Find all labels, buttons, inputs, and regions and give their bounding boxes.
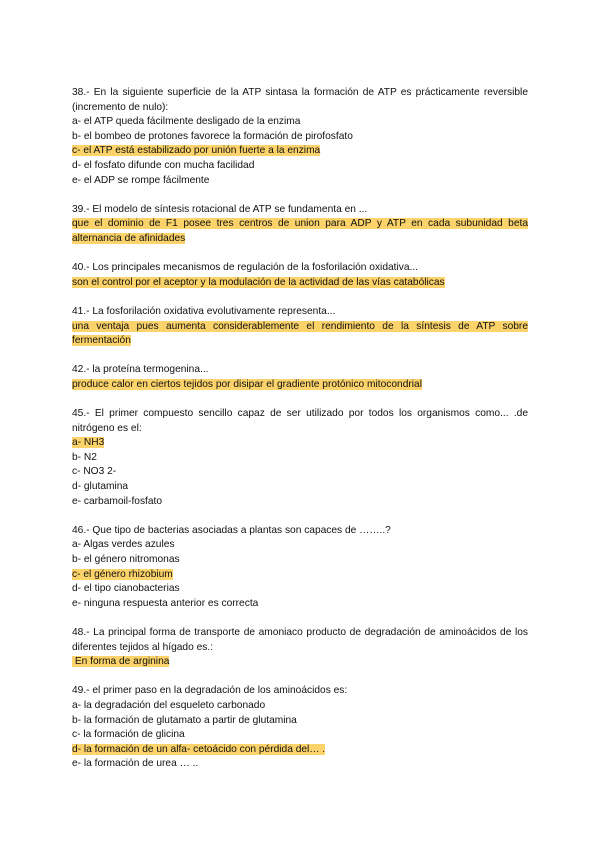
highlighted-answer: son el control por el aceptor y la modulación de la actividad de las vías catabólicas	[72, 276, 445, 288]
option-a: a- el ATP queda fácilmente desligado de la enzima	[72, 116, 301, 128]
question-41	[72, 305, 528, 349]
option-a: a- la degradación del esqueleto carbonado	[72, 699, 266, 711]
option-b: b- el género nitromonas	[72, 554, 180, 565]
option-e: e- carbamoil-fosfato	[72, 495, 163, 507]
question-stem: 46.- Que tipo de bacterias asociadas a plantas son capaces de ……..?	[72, 524, 391, 536]
option-b: b- N2	[72, 451, 97, 463]
question-39	[72, 203, 528, 247]
question-38	[72, 86, 528, 188]
option-b: b- la formación de glutamato a partir de glutamina	[72, 714, 297, 726]
option-c: c- la formación de glicina	[72, 729, 185, 741]
option-c: c- NO3 2-	[72, 466, 117, 478]
question-42	[72, 363, 528, 392]
question-stem: 48.- La principal forma de transporte de amoniaco producto de degradación de aminoácidos de los diferentes tejidos al hígado es.:	[72, 626, 528, 653]
option-a-highlighted: a- NH3	[72, 437, 105, 449]
option-e: e- el ADP se rompe fácilmente	[72, 174, 210, 186]
option-c-highlighted: c- el género rhizobium	[72, 568, 173, 580]
highlighted-answer: produce calor en ciertos tejidos por disipar el gradiente protónico mitocondrial	[72, 378, 422, 390]
option-d-highlighted: d- la formación de un alfa- cetoácido con pérdida del… .	[72, 743, 326, 755]
option-a: a- Algas verdes azules	[72, 539, 175, 551]
option-c-highlighted: c- el ATP está estabilizado por unión fuerte a la enzima	[72, 145, 321, 157]
option-d: d- glutamina	[72, 481, 129, 493]
question-stem: 49.- el primer paso en la degradación de los aminoácidos es:	[72, 685, 348, 697]
question-46	[72, 524, 528, 612]
question-stem: 42.- la proteína termogenina...	[72, 364, 209, 376]
option-e: e- la formación de urea … ..	[72, 758, 199, 770]
question-stem: 41.- La fosforilación oxidativa evolutivamente representa...	[72, 305, 336, 317]
question-stem: 45.- El primer compuesto sencillo capaz de ser utilizado por todos los organismos como... .de nitrógeno es el:	[72, 408, 528, 434]
highlighted-answer: una ventaja pues aumenta considerablemente el rendimiento de la síntesis de ATP sobre fermentación	[72, 320, 528, 347]
option-d: d- el tipo cianobacterias	[72, 583, 180, 595]
question-49	[72, 684, 528, 772]
question-stem: 39.- El modelo de síntesis rotacional de ATP se fundamenta en ...	[72, 203, 368, 215]
question-stem: 38.- En la siguiente superficie de la ATP sintasa la formación de ATP es prácticamente reversible (incremento de nulo):	[72, 87, 528, 113]
option-e: e- ninguna respuesta anterior es correcta	[72, 597, 259, 609]
highlighted-answer: En forma de arginina	[72, 656, 170, 668]
option-b: b- el bombeo de protones favorece la formación de pirofosfato	[72, 130, 353, 142]
question-48	[72, 626, 528, 670]
option-d: d- el fosfato difunde con mucha facilidad	[72, 159, 255, 171]
highlighted-answer: que el dominio de F1 posee tres centros de union para ADP y ATP en cada subunidad beta alternancia de afinidades	[72, 218, 528, 244]
question-45	[72, 407, 528, 509]
question-40	[72, 261, 528, 290]
question-stem: 40.- Los principales mecanismos de regulación de la fosforilación oxidativa...	[72, 262, 418, 274]
